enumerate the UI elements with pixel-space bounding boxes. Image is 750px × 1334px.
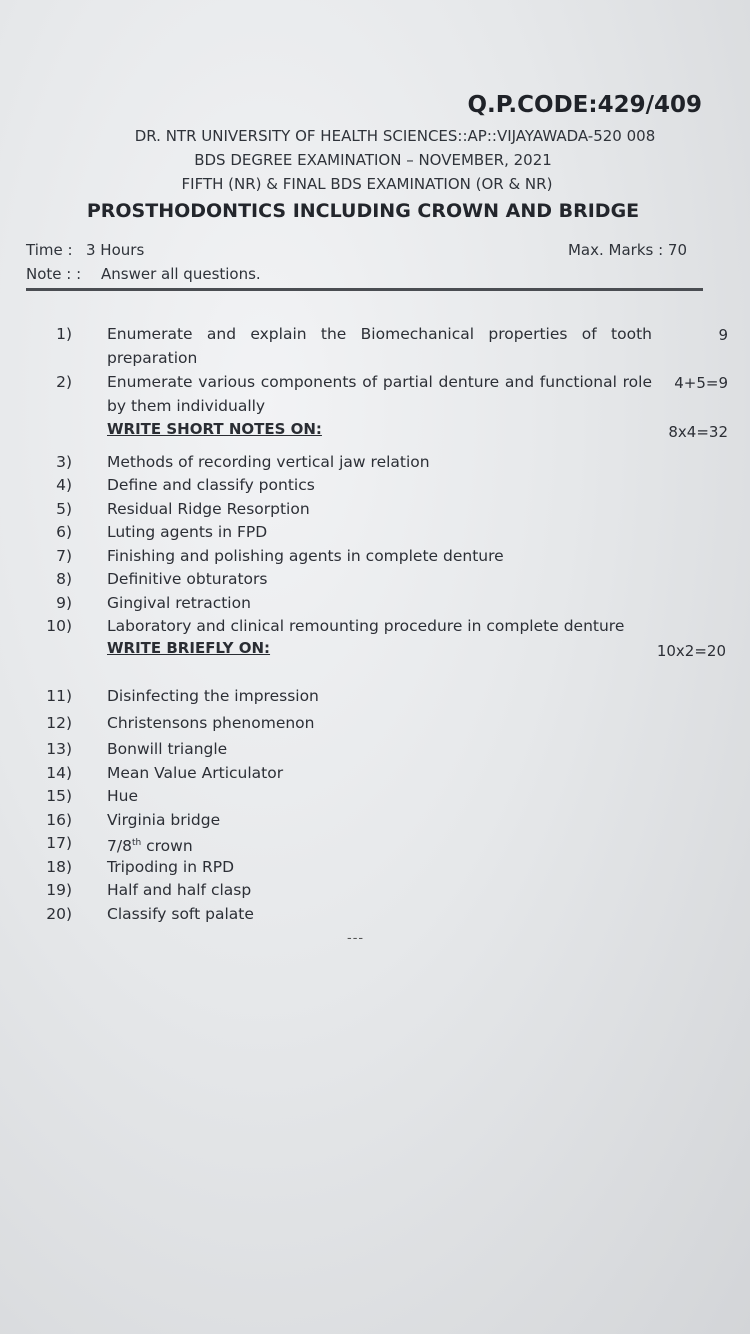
question-text: Gingival retraction: [107, 594, 251, 612]
question-text: Disinfecting the impression: [107, 687, 319, 705]
question-text: Hue: [107, 787, 139, 805]
question-text: Methods of recording vertical jaw relation: [107, 453, 430, 471]
university-name: DR. NTR UNIVERSITY OF HEALTH SCIENCES::AP::VIJAYAWADA-520 008: [134, 127, 656, 145]
exam-title: BDS DEGREE EXAMINATION – NOVEMBER, 2021: [194, 151, 552, 169]
question-number: 2): [56, 373, 72, 391]
question-number: 5): [56, 500, 72, 518]
end-of-paper-mark: ---: [347, 931, 365, 946]
qp-code: Q.P.CODE:429/409: [467, 92, 702, 118]
question-text-tail: crown: [141, 837, 193, 856]
question-marks: 9: [718, 326, 728, 344]
question-number: 9): [56, 594, 72, 612]
note-label: Note : :: [26, 265, 82, 283]
question-text: Luting agents in FPD: [107, 523, 268, 541]
question-number: 17): [46, 834, 72, 852]
question-text: Laboratory and clinical remounting procedure in complete denture: [107, 617, 625, 635]
question-text: Residual Ridge Resorption: [107, 500, 310, 518]
question-text: Define and classify pontics: [107, 476, 315, 494]
header-divider: [26, 288, 703, 291]
question-number: 14): [46, 764, 72, 782]
question-number: 11): [46, 687, 72, 705]
question-text: Mean Value Articulator: [107, 764, 284, 782]
brief-marks: 10x2=20: [656, 642, 726, 660]
ordinal-suffix: th: [131, 838, 142, 848]
brief-heading: WRITE BRIEFLY ON:: [107, 639, 271, 657]
exam-level: FIFTH (NR) & FINAL BDS EXAMINATION (OR & NR): [181, 175, 553, 193]
question-text: Enumerate various components of partial denture and functional role by them individually: [107, 373, 652, 415]
question-number: 3): [56, 453, 72, 471]
short-notes-marks: 8x4=32: [668, 423, 728, 441]
question-number: 7): [56, 547, 72, 565]
question-number: 12): [46, 714, 72, 732]
max-marks: Max. Marks : 70: [567, 241, 687, 259]
question-number: 16): [46, 811, 72, 829]
subject-title: PROSTHODONTICS INCLUDING CROWN AND BRIDGE: [86, 200, 640, 222]
time-label: Time :: [26, 241, 73, 259]
question-number: 6): [56, 523, 72, 541]
question-text: Virginia bridge: [107, 811, 221, 829]
question-number: 15): [46, 787, 72, 805]
question-number: 19): [46, 881, 72, 899]
question-text: Tripoding in RPD: [107, 858, 235, 876]
question-text: Christensons phenomenon: [107, 714, 315, 732]
question-number: 1): [56, 325, 72, 343]
question-text: Half and half clasp: [107, 881, 252, 899]
question-number: 13): [46, 740, 72, 758]
question-number: 18): [46, 858, 72, 876]
note-value: Answer all questions.: [101, 265, 261, 283]
question-number: 20): [46, 905, 72, 923]
question-number: 4): [56, 476, 72, 494]
short-notes-heading: WRITE SHORT NOTES ON:: [107, 420, 322, 438]
question-number: 10): [46, 617, 72, 635]
question-text: Definitive obturators: [107, 570, 268, 588]
time-value: 3 Hours: [86, 241, 145, 259]
question-marks: 4+5=9: [674, 374, 728, 392]
question-text: Bonwill triangle: [107, 740, 228, 758]
question-text: Enumerate and explain the Biomechanical properties of tooth preparation: [107, 325, 652, 367]
question-text: Finishing and polishing agents in complete denture: [107, 547, 504, 565]
question-text-main: 7/8: [107, 837, 132, 856]
question-number: 8): [56, 570, 72, 588]
question-text: Classify soft palate: [107, 905, 254, 923]
